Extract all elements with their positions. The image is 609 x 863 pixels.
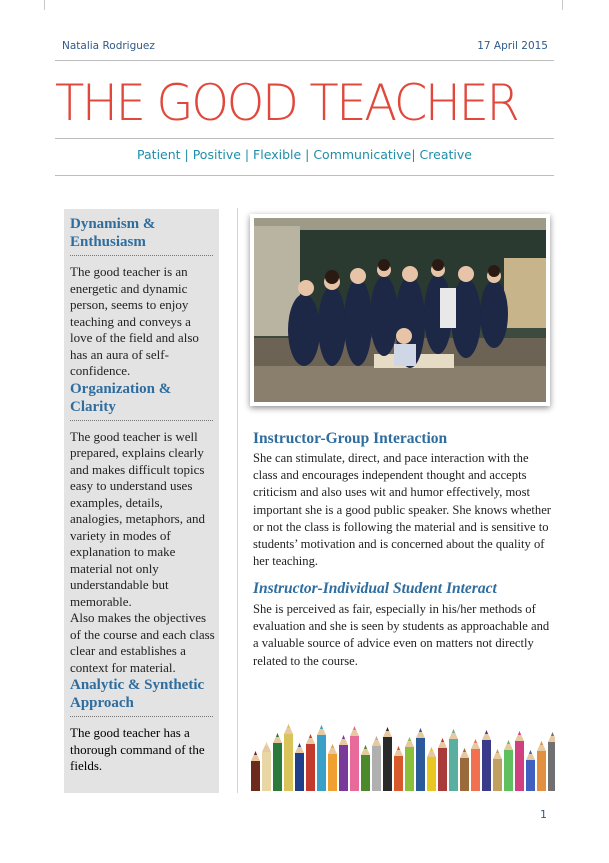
sidebar bbox=[64, 209, 219, 793]
header-divider-bottom bbox=[55, 175, 554, 176]
classroom-photo bbox=[250, 214, 550, 406]
page-number: 1 bbox=[540, 808, 547, 821]
colored-pencils-icon bbox=[249, 713, 555, 791]
classroom-group-photo-icon bbox=[254, 218, 546, 402]
heading-instructor-group: Instructor-Group Interaction bbox=[253, 430, 448, 447]
heading-instructor-individual: Instructor-Individual Student Interact bbox=[253, 580, 497, 597]
sidebar-text-dynamism: The good teacher is an energetic and dynamic person, seems to enjoy teaching and conveys a love of the field and also has an aura of self-confidence. bbox=[70, 264, 199, 378]
author-name: Natalia Rodriguez bbox=[62, 40, 155, 52]
page-subtitle: Patient | Positive | Flexible | Communicative| Creative bbox=[137, 147, 472, 162]
text-instructor-individual: She is perceived as fair, especially in his/her methods of evaluation and she is seen by students as approachable and a valuable source of advice even on matters not directly related to the course. bbox=[253, 602, 550, 668]
sidebar-text-analytic: The good teacher has a thorough command of the fields. bbox=[70, 725, 205, 773]
sidebar-heading-organization: Organization & Clarity bbox=[70, 380, 172, 415]
page-title: THE GOOD TEACHER bbox=[55, 74, 518, 132]
document-date: 17 April 2015 bbox=[477, 40, 548, 52]
header-divider-top bbox=[55, 60, 554, 61]
margin-guide-left bbox=[44, 0, 45, 10]
margin-guide-right bbox=[562, 0, 563, 10]
sidebar-divider bbox=[70, 420, 213, 421]
sidebar-divider bbox=[70, 716, 213, 717]
sidebar-heading-analytic: Analytic & Synthetic Approach bbox=[70, 677, 205, 711]
sidebar-divider bbox=[70, 255, 213, 256]
text-instructor-group: She can stimulate, direct, and pace interaction with the class and encourages independent thought and accepts criticism and also uses wit and humor effectively, most important she is a good public speaker. She knows whether or not the class is following the material and is sensitive to students’ motivation and is concerned about the quality of her teaching. bbox=[253, 451, 551, 569]
sidebar-heading-dynamism: Dynamism & Enthusiasm bbox=[70, 216, 156, 250]
column-divider bbox=[237, 208, 238, 793]
header-divider-middle bbox=[55, 138, 554, 139]
sidebar-text-organization-2: Also makes the objectives of the course and each class clear and establishes a context for material. bbox=[70, 610, 215, 675]
sidebar-text-organization: The good teacher is well prepared, explains clearly and makes difficult topics easy to understand uses examples, details, analogies, metaphors, and variety in modes of explanation to make material not only understandable but memorable. bbox=[70, 428, 206, 609]
